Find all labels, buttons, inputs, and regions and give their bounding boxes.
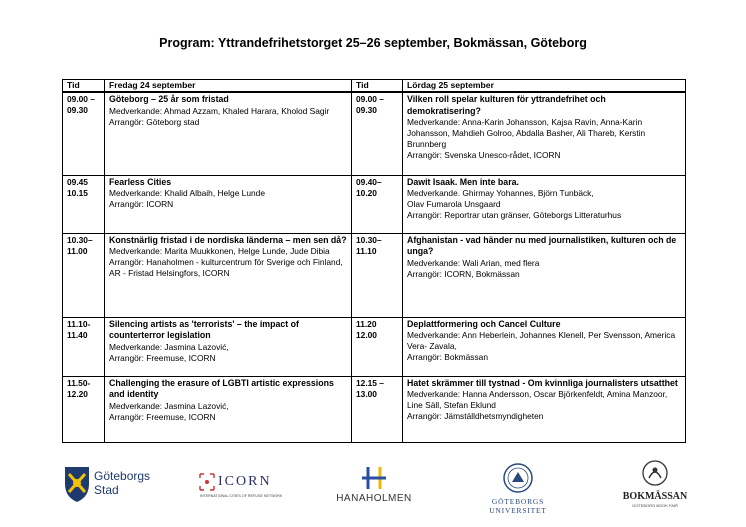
event-title: Konstnärlig fristad i de nordiska länderna – men sen då? [109,234,347,245]
time-start: 11.10- [67,318,91,329]
time-end: 11.00 [67,245,88,256]
event-title: Vilken roll spelar kulturen för yttrandefrihet och demokratisering? [407,94,606,116]
event-cell [403,376,686,442]
event-line: Arrangör: Reportrar utan gränser, Göteborgs Litteraturhus [407,210,622,220]
time-cell [352,376,403,442]
goteborgs-stad-wordmark [94,469,150,497]
event-line: Medverkande. Ghirmay Yohannes, Björn Tunbäck, [407,188,594,198]
event-line: Arrangör: Hanaholmen - kulturcentrum för Sverige och Finland, AR - Fristad Helsingfors, ICORN [109,257,343,278]
time-end: 13.00 [356,388,377,399]
bokmassan-emblem-icon [620,458,690,490]
event-cell [403,233,686,317]
event-line: Medverkande: Jasmina Lazović, [109,400,229,411]
time-cell [352,317,403,376]
event-cell [105,233,352,317]
event-title: Challenging the erasure of LGBTI artistic expressions and identity [109,377,334,399]
goteborg-crest-icon [62,464,92,504]
event-cell [403,175,686,233]
event-title: Dawit Isaak. Men inte bara. [407,176,519,187]
table-header-row [63,80,686,93]
gu-wordmark: GÖTEBORGS UNIVERSITET [489,497,547,515]
time-start: 10.30– [356,234,382,245]
time-end: 10.15 [67,187,88,198]
icorn-mark-icon [198,472,216,492]
time-start: 11.20 [356,318,377,329]
event-line: Olav Fumarola Unsgaard [407,199,501,209]
table-row [63,92,686,175]
event-line: Medverkande: Marita Muukkonen, Helge Lunde, Jude Dibia [109,246,330,256]
event-line: Arrangör: Freemuse, ICORN [109,411,216,422]
event-cell [105,175,352,233]
goteborgs-universitet-logo [464,462,572,515]
time-cell [63,175,105,233]
event-title: Göteborg – 25 år som fristad [109,94,229,104]
event-line: Medverkande: Khalid Albaih, Helge Lunde [109,188,265,198]
time-start: 09.45 [67,176,88,187]
event-title: Deplattformering och Cancel Culture [407,318,561,329]
event-line: Medverkande: Hanna Andersson, Oscar Björkenfeldt, Amina Manzoor, Line Säll, Stefan Eklund [407,389,668,410]
event-cell [105,376,352,442]
time-end: 12.20 [67,388,88,399]
header-time-1: Tid [63,80,105,93]
hanaholmen-mark-icon [330,463,418,493]
time-end: 11.10 [356,245,377,256]
event-line: Medverkande: Ann Heberlein, Johannes Klenell, Per Svensson, America Vera- Zavala, [407,330,676,351]
time-start: 10.30– [67,234,93,245]
program-table [62,79,686,443]
time-end: 09.30 [356,105,377,115]
time-start: 09.00 – [356,94,384,104]
event-cell [105,92,352,175]
time-cell [63,92,105,175]
table-row [63,175,686,233]
time-cell [352,175,403,233]
event-line: Arrangör: ICORN [109,199,174,209]
event-line: Medverkande: Jasmina Lazović, [109,341,229,352]
time-start: 09.00 – [67,94,95,104]
event-line: Medverkande: Wali Arian, med flera [407,257,540,268]
icorn-wordmark: ICORN [218,474,272,489]
bokmassan-subtitle: GOTEBORG BOOK FAIR [632,503,678,508]
event-line: Medverkande: Anna-Karin Johansson, Kajsa Ravin, Anna-Karin Johansson, Mahdieh Golroo, Abdalla Basher, Ali Thareb, Kerstin Brunnberg [407,117,646,149]
event-cell [403,92,686,175]
time-start: 09.40– [356,176,382,187]
time-cell [63,317,105,376]
bokmassan-wordmark: BOKMÄSSAN [622,491,688,502]
event-cell [105,317,352,376]
event-title: Hatet skrämmer till tystnad - Om kvinnliga journalisters utsatthet [407,377,678,388]
event-line: Medverkande: Ahmad Azzam, Khaled Harara, Kholod Sagir [109,105,330,116]
icorn-subtitle: INTERNATIONAL CITIES OF REFUGE NETWORK [200,494,283,498]
hanaholmen-logo [330,463,418,508]
header-friday: Fredag 24 september [105,80,352,93]
gbg-line1: Göteborgs [94,469,151,483]
time-start: 11.50- [67,377,91,388]
time-end: 12.00 [356,329,377,340]
table-row [63,317,686,376]
time-cell [63,233,105,317]
event-cell [403,317,686,376]
time-end: 09.30 [67,105,88,115]
table-row [63,233,686,317]
event-line: Arrangör: Bokmässan [407,352,488,362]
time-end: 10.20 [356,187,377,198]
gbg-line2: Stad [94,483,119,497]
time-cell [352,92,403,175]
time-end: 11.40 [67,329,88,340]
time-start: 12.15 – [356,377,384,388]
logo-strip [0,455,746,515]
header-saturday: Lördag 25 september [403,80,686,93]
event-line: Arrangör: Svenska Unesco-rådet, ICORN [407,150,561,160]
event-title: Fearless Cities [109,176,172,187]
bokmassan-logo [620,458,690,510]
page-title: Program: Yttrandefrihetstorget 25–26 september, Bokmässan, Göteborg [159,36,587,50]
event-line: Arrangör: Göteborg stad [109,116,200,127]
event-title: Silencing artists as 'terrorists' – the impact of counterterror legislation [109,318,299,340]
event-line: Arrangör: ICORN, Bokmässan [407,268,520,279]
time-cell [63,376,105,442]
gu-seal-icon [464,462,572,496]
header-time-2: Tid [352,80,403,93]
goteborgs-stad-logo [62,464,162,506]
hanaholmen-wordmark: HANAHOLMEN [336,493,412,504]
event-line: Arrangör: Freemuse, ICORN [109,352,216,363]
event-line: Arrangör: Jämställdhetsmyndigheten [407,411,544,421]
icorn-logo [196,472,291,502]
time-cell [352,233,403,317]
event-title: Afghanistan - vad händer nu med journalistiken, kulturen och de unga? [407,234,677,256]
table-row [63,376,686,442]
